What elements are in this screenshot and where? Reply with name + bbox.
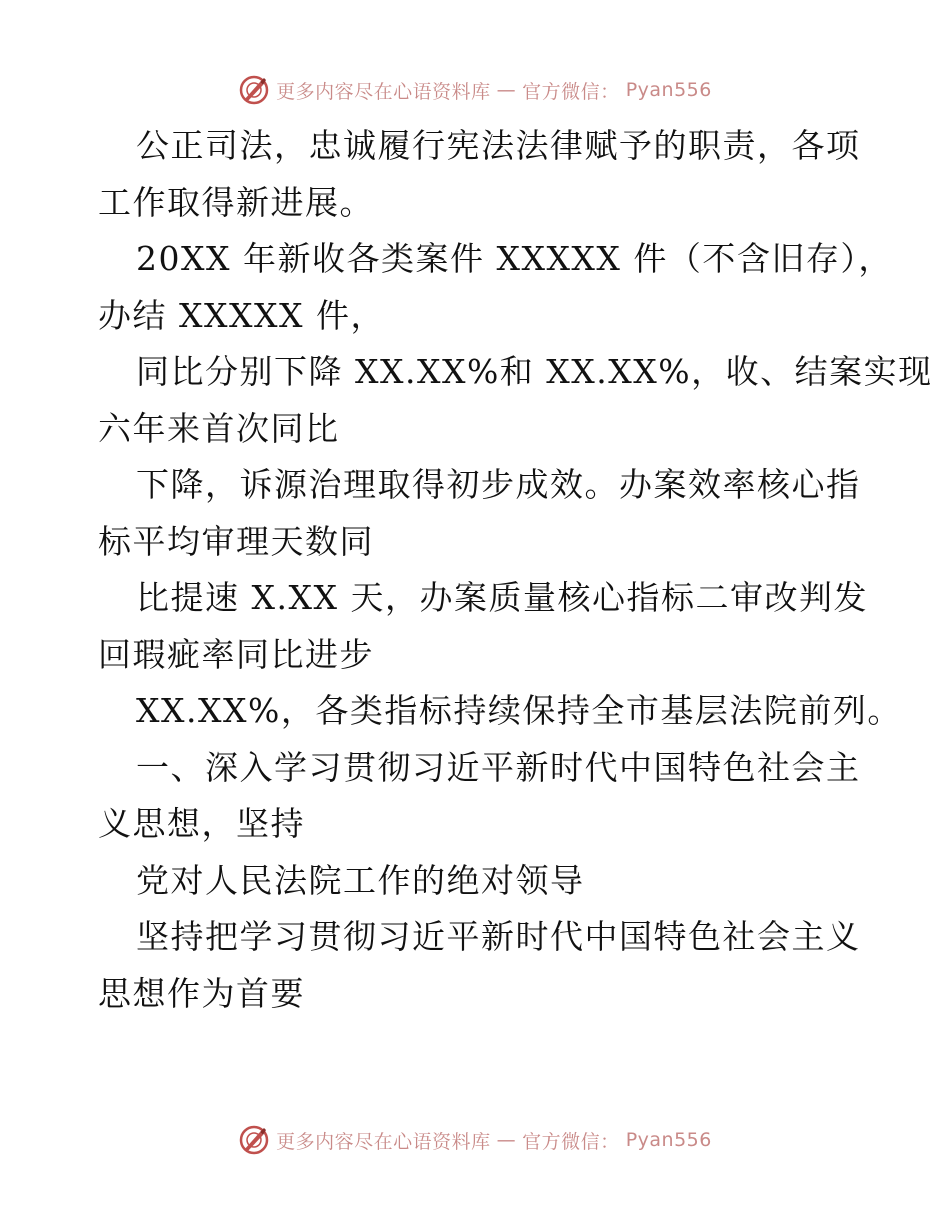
red-pen-logo-icon bbox=[238, 74, 270, 106]
body-line: XX.XX%，各类指标持续保持全市基层法院前列。 bbox=[136, 691, 902, 730]
body-line: 公正司法，忠诚履行宪法法律赋予的职责，各项 bbox=[136, 126, 861, 165]
header-watermark-separator: — bbox=[496, 79, 517, 101]
body-line: 工作取得新进展。 bbox=[98, 182, 374, 222]
body-line: 标平均审理天数同 bbox=[98, 521, 374, 561]
body-line: 一、深入学习贯彻习近平新时代中国特色社会主 bbox=[136, 747, 861, 787]
body-line: 20XX 年新收各类案件 XXXXX 件（不含旧存）， bbox=[136, 239, 893, 278]
body-line: 思想作为首要 bbox=[98, 973, 305, 1013]
header-watermark-wechat-label: 官方微信： bbox=[522, 80, 620, 103]
red-pen-logo-icon bbox=[238, 1124, 270, 1156]
footer-watermark-wechat-label: 官方微信： bbox=[522, 1130, 620, 1153]
body-line: 坚持把学习贯彻习近平新时代中国特色社会主义 bbox=[136, 917, 861, 956]
body-line: 回瑕疵率同比进步 bbox=[98, 634, 374, 674]
footer-watermark bbox=[0, 1118, 950, 1162]
footer-watermark-brand: 更多内容尽在心语资料库 bbox=[276, 1130, 491, 1153]
header-watermark bbox=[0, 68, 950, 112]
body-line: 比提速 X.XX 天，办案质量核心指标二审改判发 bbox=[136, 578, 868, 617]
header-watermark-brand: 更多内容尽在心语资料库 bbox=[276, 80, 491, 103]
body-line: 义思想，坚持 bbox=[98, 804, 305, 843]
body-line: 同比分别下降 XX.XX%和 XX.XX%，收、结案实现 bbox=[136, 352, 933, 391]
body-line: 办结 XXXXX 件， bbox=[98, 295, 385, 335]
header-watermark-wechat-id: Pyan556 bbox=[625, 79, 712, 101]
document-body bbox=[98, 118, 933, 1022]
footer-watermark-wechat-id: Pyan556 bbox=[625, 1129, 712, 1151]
body-line: 六年来首次同比 bbox=[98, 408, 340, 448]
footer-watermark-separator: — bbox=[496, 1129, 517, 1151]
body-line: 下降，诉源治理取得初步成效。办案效率核心指 bbox=[136, 465, 861, 504]
body-line: 党对人民法院工作的绝对领导 bbox=[136, 860, 585, 900]
